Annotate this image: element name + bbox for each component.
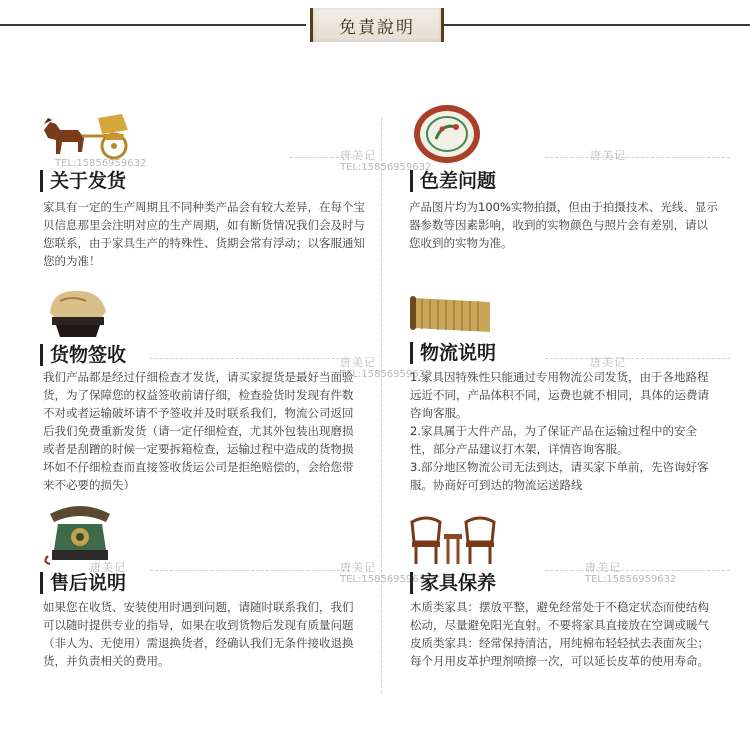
horse-carriage-icon (38, 110, 136, 166)
section-body: 产品图片均为100%实物拍摄，但由于拍摄技术、光线、显示器参数等因素影响，收到的实物颜色与照片会有差别，请以您收到的实物为准。 (409, 200, 718, 250)
row3-left-rule (150, 570, 350, 571)
banner-title: 免責說明 (339, 17, 415, 38)
bamboo-scroll-icon (408, 292, 496, 338)
watermark: 唐美记 (90, 561, 126, 574)
disclaimer-banner (310, 8, 444, 42)
watermark: 唐美记 TEL:15856959632 (340, 356, 432, 380)
section-title: 货物签收 (40, 344, 126, 366)
bottom-fade (0, 702, 750, 742)
watermark: 唐美记 TEL:15856959632 (585, 561, 677, 585)
jade-carving-icon (42, 285, 114, 340)
watermark: 唐美记 (590, 149, 626, 162)
section-title: 家具保养 (410, 572, 496, 594)
center-divider (381, 118, 382, 693)
header-rule-right (442, 24, 750, 26)
paragraph: 2.家具属于大件产品，为了保证产品在运输过程中的安全性，部分产品建议打木架，详情咨询客服。 (410, 424, 697, 456)
paragraph: 1.家具因特殊性只能通过专用物流公司发货，由于各地路程远近不同，产品体积不同，运费也就不相同，具体的运费请咨询客服。 (410, 370, 709, 420)
paragraph: 皮质类家具：经常保持清洁，用纯棉布轻轻拭去表面灰尘；每个月用皮革护理剂喷擦一次，可以延长皮革的使用寿命。 (410, 636, 709, 668)
row2-right-rule (545, 358, 730, 359)
antique-telephone-icon (40, 500, 120, 566)
section-title: 售后说明 (40, 572, 126, 594)
watermark: 唐美记 (590, 356, 626, 369)
section-title: 关于发货 (40, 170, 126, 192)
section-body: 如果您在收货、安装使用时遇到问题，请随时联系我们，我们可以随时提供专业的指导，如果在收到货物后发现有质量问题（非人为、无使用）需退换货者，经确认我们无条件接收退换货，并负责相关的费用。 (43, 600, 354, 668)
header-rule-left (0, 24, 306, 26)
watermark: 唐美记 TEL:15856959632 (340, 149, 432, 173)
watermark: TEL:15856959632 (55, 158, 147, 169)
porcelain-plate-icon (412, 103, 482, 165)
watermark: 唐美记 TEL:15856959632 (340, 561, 432, 585)
section-title: 色差问题 (410, 170, 496, 192)
wooden-chairs-icon (408, 512, 498, 566)
paragraph: 木质类家具：摆放平整，避免经常处于不稳定状态而使结构松动，尽量避免阳光直射。不要将家具直接放在空调或暖气 (410, 600, 709, 632)
paragraph: 3.部分地区物流公司无法到达，请买家下单前，先咨询好客服。协商好可到达的物流运送路线 (410, 460, 709, 492)
row1-right-rule (545, 157, 730, 158)
section-body: 我们产品都是经过仔细检查才发货，请买家提货是最好当面验货，为了保障您的权益签收前请仔细，检查验货时发现有件数不对或者运输破坏请不予签收并及时联系我们，物流公司返回后我们免费重新发货（请一定仔细检查，尤其外包装出现磨损或者是刮蹭的时候一定要拆箱检查，运输过程中造成的货物损坏如不仔细检查而直接签收货运公司是拒绝赔偿的，会给您带来不必要的损失） (43, 370, 354, 492)
section-body (410, 368, 715, 494)
section-body (410, 598, 720, 670)
section-title: 物流说明 (410, 342, 496, 364)
row2-left-rule (150, 358, 350, 359)
section-body: 家具有一定的生产周期且不同种类产品会有较大差异，在每个宝贝信息那里会注明对应的生产周期，如有断货情况我们会及时与您联系，由于家具生产的特殊性、货期会常有浮动；以客服通知您的为准！ (43, 200, 365, 268)
